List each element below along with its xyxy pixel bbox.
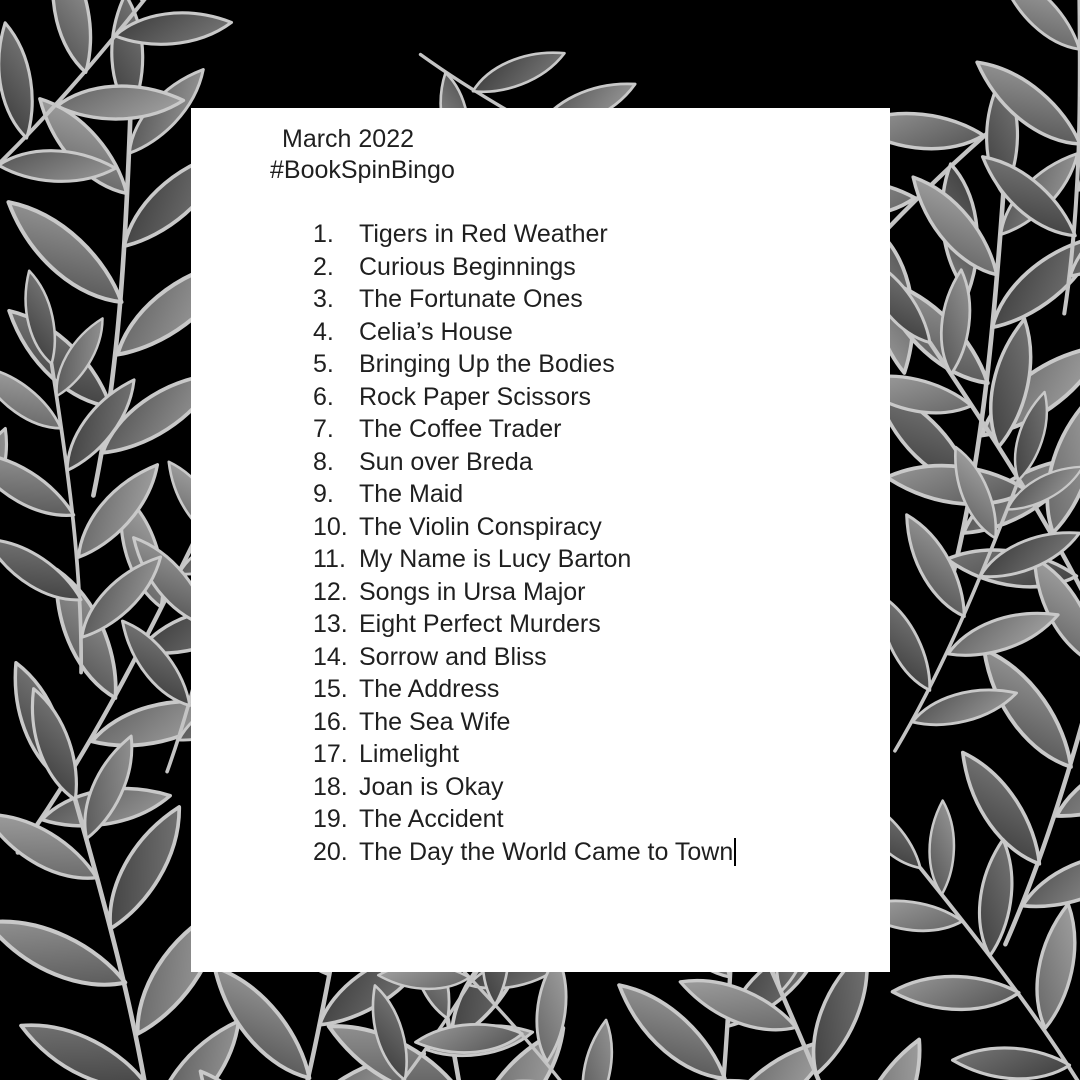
list-item: [191, 641, 890, 674]
list-item-number: 10.: [313, 512, 348, 541]
list-item: [191, 218, 890, 251]
list-item-title: Joan is Okay: [359, 772, 504, 801]
list-item-number: 8.: [313, 447, 334, 476]
list-item: [191, 413, 890, 446]
list-item-number: 15.: [313, 675, 348, 703]
list-item-number: 1.: [313, 220, 334, 248]
list-item-title: Celia’s House: [359, 317, 513, 346]
list-item: [191, 381, 890, 414]
list-item-title: Tigers in Red Weather: [359, 220, 608, 248]
page-title: March 2022: [282, 125, 415, 153]
list-item: [191, 836, 890, 869]
list-item-number: 17.: [313, 740, 348, 768]
list-item: [191, 543, 890, 576]
book-list: [191, 218, 890, 868]
list-item: [191, 478, 890, 511]
list-item-number: 19.: [313, 805, 348, 833]
list-item-number: 3.: [313, 285, 334, 313]
list-item: [191, 316, 890, 349]
list-item-title: Eight Perfect Murders: [359, 610, 601, 638]
list-item: [191, 576, 890, 609]
list-item-title: The Violin Conspiracy: [359, 512, 602, 541]
list-item: [191, 446, 890, 479]
list-item-number: 12.: [313, 577, 348, 606]
list-item: [191, 511, 890, 544]
list-item: [191, 283, 890, 316]
list-item-number: 11.: [313, 545, 346, 573]
list-item: [191, 608, 890, 641]
list-item-title: The Fortunate Ones: [359, 285, 583, 313]
list-item-number: 4.: [313, 317, 334, 346]
list-item-title: My Name is Lucy Barton: [359, 545, 632, 573]
list-item-title: The Sea Wife: [359, 707, 511, 736]
list-item: [191, 706, 890, 739]
list-item-number: 5.: [313, 350, 334, 378]
list-item-number: 16.: [313, 707, 348, 736]
list-item-title: Bringing Up the Bodies: [359, 350, 615, 378]
list-item-title: The Day the World Came to Town: [359, 837, 734, 866]
list-item-title: The Maid: [359, 480, 464, 508]
list-item: [191, 771, 890, 804]
list-item: [191, 738, 890, 771]
list-item-number: 2.: [313, 252, 334, 281]
list-item-title: Curious Beginnings: [359, 252, 576, 281]
list-item-title: The Accident: [359, 805, 504, 833]
list-item: [191, 348, 890, 381]
list-item-number: 9.: [313, 480, 334, 508]
list-item: [191, 673, 890, 706]
list-item-number: 6.: [313, 382, 334, 411]
list-item-title: Rock Paper Scissors: [359, 382, 592, 411]
list-item-title: Sorrow and Bliss: [359, 642, 547, 671]
list-item-number: 20.: [313, 837, 348, 866]
list-item: [191, 251, 890, 284]
list-item-title: Sun over Breda: [359, 447, 533, 476]
list-item-title: The Coffee Trader: [359, 415, 562, 443]
list-item-number: 18.: [313, 772, 348, 801]
document-page[interactable]: [191, 108, 890, 972]
list-item-title: Limelight: [359, 740, 460, 768]
list-item-number: 7.: [313, 415, 334, 443]
list-item-title: Songs in Ursa Major: [359, 577, 586, 606]
list-item-number: 13.: [313, 610, 348, 638]
list-item: [191, 803, 890, 836]
list-item-title: The Address: [359, 675, 500, 703]
text-cursor: [734, 838, 736, 866]
hashtag-subtitle: #BookSpinBingo: [270, 156, 455, 184]
list-item-number: 14.: [313, 642, 348, 671]
